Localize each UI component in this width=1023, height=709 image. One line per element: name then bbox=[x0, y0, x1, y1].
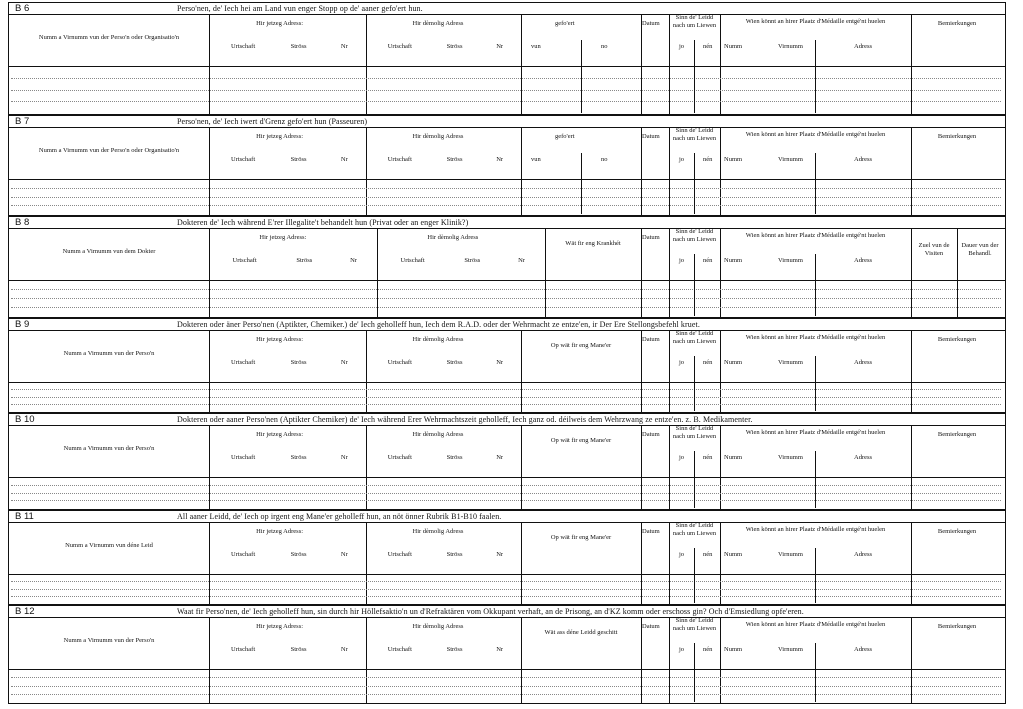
former-place-label: Urtschaft bbox=[387, 359, 412, 366]
former-place-label: Urtschaft bbox=[387, 646, 412, 653]
section-code: B 6 bbox=[15, 3, 30, 14]
current-nr-label: Nr bbox=[340, 646, 348, 653]
header-divider bbox=[9, 66, 1005, 67]
column-divider bbox=[669, 228, 670, 317]
date-column-header: Datum bbox=[642, 431, 660, 438]
column-divider bbox=[911, 425, 912, 509]
current-address-header: Hir jetzeg Adress: bbox=[256, 623, 304, 630]
column-divider bbox=[366, 522, 367, 604]
medal-name-label: Numm bbox=[724, 257, 743, 264]
medal-firstname-label: Virnumm bbox=[778, 257, 803, 264]
section-title: Perso'nen, de' Iech iwert d'Grenz gefo'ert hun (Passeuren) bbox=[177, 117, 368, 126]
alive-yes-label: jo bbox=[679, 646, 685, 653]
alive-column-header: Sinn de' Leidd nach um Liewen bbox=[672, 330, 717, 345]
entry-row-line[interactable] bbox=[11, 686, 1001, 687]
former-address-header: Hir dèmolig Adress bbox=[427, 234, 479, 241]
column-divider bbox=[521, 127, 522, 215]
mid-to-label: no bbox=[601, 43, 608, 50]
column-divider bbox=[720, 425, 721, 509]
alive-column-header: Sinn de' Leidd nach um Liewen bbox=[672, 14, 717, 29]
date-column-header: Datum bbox=[642, 336, 660, 343]
section-b11 bbox=[8, 510, 1006, 605]
column-divider bbox=[366, 14, 367, 114]
header-divider bbox=[9, 477, 1005, 478]
former-place-label: Urtschaft bbox=[387, 551, 412, 558]
former-nr-label: Nr bbox=[496, 43, 504, 50]
entry-row-line[interactable] bbox=[11, 78, 1001, 79]
column-divider bbox=[669, 14, 670, 114]
medal-address-label: Adress bbox=[854, 551, 873, 558]
medal-column-header: Wien könnt an hirer Plaatz d'Médaille entgé'nt huelen bbox=[745, 131, 886, 138]
section-code: B 11 bbox=[15, 511, 34, 522]
former-nr-label: Nr bbox=[496, 454, 504, 461]
medal-column-header: Wien könnt an hirer Plaatz d'Médaille entgé'nt huelen bbox=[745, 429, 886, 436]
header-divider bbox=[9, 574, 1005, 575]
medal-firstname-label: Virnumm bbox=[778, 646, 803, 653]
current-place-label: Urtschaft bbox=[230, 43, 256, 50]
former-street-label: Ströss bbox=[464, 257, 481, 264]
section-b10 bbox=[8, 413, 1006, 510]
alive-column-header: Sinn de' Leidd nach um Liewen bbox=[672, 522, 717, 537]
remarks-column-header: Bemierkungen bbox=[937, 336, 977, 343]
entry-row-line[interactable] bbox=[11, 589, 1001, 590]
alive-yes-label: jo bbox=[679, 359, 685, 366]
current-address-header: Hir jetzeg Adress: bbox=[256, 20, 304, 27]
mid-subdivider bbox=[581, 153, 582, 214]
current-address-header: Hir jetzeg Adress: bbox=[256, 336, 304, 343]
section-title: Perso'nen, de' Iech hei am Land vun enger Stopp op de' aaner gefo'ert hun. bbox=[177, 4, 423, 13]
mid-column-header: Wät ass déne Leidd geschitt bbox=[544, 629, 618, 636]
current-street-label: Ströss bbox=[290, 454, 307, 461]
alive-subdivider bbox=[694, 548, 695, 603]
column-divider bbox=[521, 14, 522, 114]
mid-column-header: Wät fir eng Krankhét bbox=[565, 240, 621, 247]
column-divider bbox=[209, 14, 210, 114]
section-title: Dokteren de' Iech während E'rer Illegalite't behandelt hun (Privat oder an enger Klinik?) bbox=[177, 218, 469, 227]
name-column-header: Numm a Virnumm vun dem Dokter bbox=[62, 248, 156, 255]
section-b12 bbox=[8, 605, 1006, 704]
column-divider bbox=[366, 330, 367, 412]
medal-subdivider bbox=[815, 643, 816, 702]
alive-no-label: nén bbox=[703, 257, 713, 264]
section-title: All aaner Leidd, de' Iech op irgent eng Mane'er geholleff hun, an nöt önner Rubrik B1-B10 faalen. bbox=[177, 512, 502, 521]
current-place-label: Urtschaft bbox=[230, 156, 256, 163]
form-page bbox=[8, 2, 1006, 704]
former-place-label: Urtschaft bbox=[387, 156, 412, 163]
column-divider bbox=[521, 425, 522, 509]
medal-subdivider bbox=[815, 40, 816, 113]
section-b8 bbox=[8, 216, 1006, 318]
medal-address-label: Adress bbox=[854, 646, 873, 653]
medal-name-label: Numm bbox=[724, 454, 743, 461]
former-street-label: Ströss bbox=[446, 646, 463, 653]
section-title: Dokteren oder äner Perso'nen (Aptikter, Chemiker.) de' Iech geholleff hun, Iech dem R.A.D. oder der Wehrmacht ze entze'en, ir Der Ere Stellongsbefehl kruet. bbox=[177, 320, 700, 329]
alive-no-label: nén bbox=[703, 646, 713, 653]
entry-row-line[interactable] bbox=[11, 694, 1001, 695]
current-place-label: Urtschaft bbox=[230, 454, 256, 461]
current-nr-label: Nr bbox=[340, 43, 348, 50]
current-address-header: Hir jetzeg Adress: bbox=[256, 133, 304, 140]
column-divider bbox=[669, 425, 670, 509]
column-divider bbox=[669, 617, 670, 703]
medal-subdivider bbox=[815, 254, 816, 316]
column-divider bbox=[911, 617, 912, 703]
section-table bbox=[9, 522, 1005, 604]
entry-row-line[interactable] bbox=[11, 298, 1001, 299]
medal-firstname-label: Virnumm bbox=[778, 43, 803, 50]
entry-row-line[interactable] bbox=[11, 404, 1001, 405]
section-code: B 8 bbox=[15, 217, 30, 228]
remarks-column-header: Bemierkungen bbox=[937, 20, 977, 27]
mid-from-label: vun bbox=[531, 156, 541, 163]
entry-row-line[interactable] bbox=[11, 90, 1001, 91]
current-street-label: Ströss bbox=[290, 551, 307, 558]
entry-row-line[interactable] bbox=[11, 485, 1001, 486]
medal-subdivider bbox=[815, 153, 816, 214]
medal-subdivider bbox=[815, 548, 816, 603]
medal-address-label: Adress bbox=[854, 156, 873, 163]
medal-column-header: Wien könnt an hirer Plaatz d'Médaille entgé'nt huelen bbox=[745, 334, 886, 341]
name-column-header: Numm a Virnumm vun der Perso'n bbox=[63, 637, 155, 644]
medal-address-label: Adress bbox=[854, 454, 873, 461]
section-table bbox=[9, 14, 1005, 114]
former-address-header: Hir dèmolig Adress bbox=[412, 623, 464, 630]
header-divider bbox=[9, 669, 1005, 670]
alive-subdivider bbox=[694, 356, 695, 411]
column-divider bbox=[669, 127, 670, 215]
column-divider bbox=[720, 617, 721, 703]
current-street-label: Ströss bbox=[290, 156, 307, 163]
remarks-column-header: Bemierkungen bbox=[937, 431, 977, 438]
section-b6 bbox=[8, 2, 1006, 115]
name-column-header: Numm a Virnumm vun der Perso'n bbox=[63, 445, 155, 452]
column-divider bbox=[911, 330, 912, 412]
alive-yes-label: jo bbox=[679, 551, 685, 558]
current-nr-label: Nr bbox=[340, 454, 348, 461]
entry-row-line[interactable] bbox=[11, 205, 1001, 206]
alive-no-label: nén bbox=[703, 43, 713, 50]
medal-address-label: Adress bbox=[854, 257, 873, 264]
column-divider bbox=[209, 425, 210, 509]
column-divider bbox=[911, 14, 912, 114]
entry-row-line[interactable] bbox=[11, 397, 1001, 398]
column-divider bbox=[209, 617, 210, 703]
section-b7 bbox=[8, 115, 1006, 216]
column-divider bbox=[669, 330, 670, 412]
medal-name-label: Numm bbox=[724, 646, 743, 653]
former-address-header: Hir dèmolig Adress bbox=[412, 336, 464, 343]
column-divider bbox=[521, 522, 522, 604]
section-code: B 10 bbox=[15, 414, 35, 425]
medal-firstname-label: Virnumm bbox=[778, 359, 803, 366]
alive-yes-label: jo bbox=[679, 257, 685, 264]
header-divider bbox=[9, 280, 1005, 281]
column-divider bbox=[545, 228, 546, 317]
column-divider bbox=[521, 617, 522, 703]
former-nr-label: Nr bbox=[496, 646, 504, 653]
entry-row-line[interactable] bbox=[11, 307, 1001, 308]
alive-yes-label: jo bbox=[679, 454, 685, 461]
column-divider bbox=[209, 330, 210, 412]
column-divider bbox=[720, 14, 721, 114]
visits-column-header: Zuel vun de Visiten bbox=[918, 242, 950, 257]
medal-subdivider bbox=[815, 451, 816, 508]
former-place-label: Urtschaft bbox=[387, 454, 412, 461]
section-code: B 7 bbox=[15, 116, 30, 127]
date-column-header: Datum bbox=[642, 528, 660, 535]
medal-name-label: Numm bbox=[724, 156, 743, 163]
entry-row-line[interactable] bbox=[11, 389, 1001, 390]
section-table bbox=[9, 617, 1005, 703]
alive-column-header: Sinn de' Leidd nach um Liewen bbox=[672, 617, 717, 632]
column-divider bbox=[366, 425, 367, 509]
alive-column-header: Sinn de' Leidd nach um Liewen bbox=[672, 425, 717, 440]
column-divider bbox=[669, 522, 670, 604]
entry-row-line[interactable] bbox=[11, 500, 1001, 501]
medal-column-header: Wien könnt an hirer Plaatz d'Médaille entgé'nt huelen bbox=[745, 232, 886, 239]
former-place-label: Urtschaft bbox=[387, 43, 412, 50]
section-table bbox=[9, 425, 1005, 509]
former-street-label: Ströss bbox=[446, 156, 463, 163]
column-divider bbox=[911, 127, 912, 215]
mid-column-header: Op wät fir eng Mane'er bbox=[550, 534, 612, 541]
section-code: B 9 bbox=[15, 319, 30, 330]
column-divider bbox=[209, 228, 210, 317]
alive-subdivider bbox=[694, 254, 695, 316]
current-nr-label: Nr bbox=[340, 359, 348, 366]
medal-subdivider bbox=[815, 356, 816, 411]
alive-column-header: Sinn de' Leidd nach um Liewen bbox=[672, 127, 717, 142]
name-column-header: Numm a Virnumm vun déne Leid bbox=[65, 542, 153, 549]
former-address-header: Hir dèmolig Adress bbox=[412, 133, 464, 140]
medal-firstname-label: Virnumm bbox=[778, 454, 803, 461]
medal-name-label: Numm bbox=[724, 43, 743, 50]
section-title: Dokteren oder aaner Perso'nen (Aptikter Chemiker) de' Iech während Erer Wehrmachtszeit geholleff, Iech ganz od. déilweis dem Wehrzwang ze entze'en. z. B. Medikamenter. bbox=[177, 415, 753, 424]
medal-firstname-label: Virnumm bbox=[778, 551, 803, 558]
former-street-label: Ströss bbox=[446, 551, 463, 558]
name-column-header: Numm a Virnumm vun der Perso'n bbox=[63, 350, 155, 357]
medal-column-header: Wien könnt an hirer Plaatz d'Médaille entgé'nt huelen bbox=[745, 18, 886, 25]
section-table bbox=[9, 127, 1005, 215]
remarks-column-header: Bemierkungen bbox=[937, 133, 977, 140]
column-divider bbox=[209, 522, 210, 604]
column-divider bbox=[366, 617, 367, 703]
current-address-header: Hir jetzeg Adress: bbox=[256, 431, 304, 438]
alive-no-label: nén bbox=[703, 156, 713, 163]
column-divider bbox=[720, 228, 721, 317]
column-divider bbox=[209, 127, 210, 215]
former-address-header: Hir dèmolig Adress bbox=[412, 20, 464, 27]
column-divider bbox=[521, 330, 522, 412]
mid-subdivider bbox=[581, 40, 582, 113]
column-divider bbox=[366, 127, 367, 215]
alive-subdivider bbox=[694, 643, 695, 702]
current-street-label: Ströss bbox=[290, 43, 307, 50]
current-nr-label: Nr bbox=[340, 551, 348, 558]
section-table bbox=[9, 330, 1005, 412]
alive-no-label: nén bbox=[703, 454, 713, 461]
current-place-label: Urtschaft bbox=[230, 359, 256, 366]
current-place-label: Urtschaft bbox=[230, 646, 256, 653]
section-title: Waat fir Perso'nen, de' Iech geholleff hun, sin durch hir Höllefsaktio'n un d'Refraktären vom Okkupant verhaft, an de Prisong, an d'KZ komm oder erschoss gin? Och d'Emsiedlung opfe'eren. bbox=[177, 607, 804, 616]
mid-column-header: Op wät fir eng Mane'er bbox=[550, 342, 612, 349]
entry-row-line[interactable] bbox=[11, 596, 1001, 597]
former-nr-label: Nr bbox=[496, 156, 504, 163]
entry-row-line[interactable] bbox=[11, 493, 1001, 494]
alive-no-label: nén bbox=[703, 359, 713, 366]
former-address-header: Hir dèmolig Adress bbox=[412, 431, 464, 438]
alive-subdivider bbox=[694, 40, 695, 113]
column-divider bbox=[720, 127, 721, 215]
date-column-header: Datum bbox=[642, 20, 660, 27]
alive-yes-label: jo bbox=[679, 43, 685, 50]
current-address-header: Hir jetzeg Adress: bbox=[259, 234, 307, 241]
section-table bbox=[9, 228, 1005, 317]
column-divider bbox=[641, 14, 642, 114]
current-street-label: Ströss bbox=[296, 257, 313, 264]
mid-column-header: gefo'ert bbox=[555, 133, 575, 140]
current-place-label: Urtschaft bbox=[232, 257, 257, 264]
entry-row-line[interactable] bbox=[11, 677, 1001, 678]
alive-subdivider bbox=[694, 451, 695, 508]
treatment-duration-header: Dauer vun der Behandl. bbox=[961, 242, 999, 257]
alive-subdivider bbox=[694, 153, 695, 214]
former-nr-label: Nr bbox=[518, 257, 525, 264]
former-place-label: Urtschaft bbox=[400, 257, 425, 264]
medal-column-header: Wien könnt an hirer Plaatz d'Médaille entgé'nt huelen bbox=[745, 526, 886, 533]
column-divider bbox=[911, 228, 912, 317]
section-b9 bbox=[8, 318, 1006, 413]
alive-yes-label: jo bbox=[679, 156, 685, 163]
medal-column-header: Wien könnt an hirer Plaatz d'Médaille entgé'nt huelen bbox=[745, 621, 886, 628]
former-address-header: Hir dèmolig Adress bbox=[412, 528, 464, 535]
header-divider bbox=[9, 382, 1005, 383]
remarks-column-header: Bemierkungen bbox=[937, 623, 977, 630]
former-street-label: Ströss bbox=[446, 43, 463, 50]
column-divider bbox=[957, 228, 958, 317]
name-column-header: Numm a Virnumm vun der Perso'n oder Organisatio'n bbox=[38, 147, 180, 154]
mid-column-header: gefo'ert bbox=[555, 20, 575, 27]
mid-to-label: no bbox=[601, 156, 608, 163]
entry-row-line[interactable] bbox=[11, 581, 1001, 582]
current-address-header: Hir jetzeg Adress: bbox=[256, 528, 304, 535]
date-column-header: Datum bbox=[642, 133, 660, 140]
current-street-label: Ströss bbox=[290, 359, 307, 366]
medal-firstname-label: Virnumm bbox=[778, 156, 803, 163]
entry-row-line[interactable] bbox=[11, 188, 1001, 189]
date-column-header: Datum bbox=[642, 623, 660, 630]
current-place-label: Urtschaft bbox=[230, 551, 256, 558]
former-street-label: Ströss bbox=[446, 359, 463, 366]
current-nr-label: Nr bbox=[350, 257, 357, 264]
medal-name-label: Numm bbox=[724, 551, 743, 558]
former-nr-label: Nr bbox=[496, 551, 504, 558]
mid-from-label: vun bbox=[531, 43, 541, 50]
medal-address-label: Adress bbox=[854, 43, 873, 50]
alive-column-header: Sinn de' Leidd nach um Liewen bbox=[672, 228, 717, 243]
name-column-header: Numm a Virnumm vun der Perso'n oder Organisatio'n bbox=[38, 34, 180, 41]
entry-row-line[interactable] bbox=[11, 289, 1001, 290]
current-street-label: Ströss bbox=[290, 646, 307, 653]
column-divider bbox=[720, 330, 721, 412]
remarks-column-header: Bemierkungen bbox=[937, 528, 977, 535]
entry-row-line[interactable] bbox=[11, 101, 1001, 102]
medal-address-label: Adress bbox=[854, 359, 873, 366]
date-column-header: Datum bbox=[642, 234, 660, 241]
medal-name-label: Numm bbox=[724, 359, 743, 366]
mid-column-header: Op wät fir eng Mane'er bbox=[550, 437, 612, 444]
former-street-label: Ströss bbox=[446, 454, 463, 461]
former-nr-label: Nr bbox=[496, 359, 504, 366]
section-code: B 12 bbox=[15, 606, 35, 617]
header-divider bbox=[9, 179, 1005, 180]
column-divider bbox=[377, 228, 378, 317]
entry-row-line[interactable] bbox=[11, 197, 1001, 198]
column-divider bbox=[911, 522, 912, 604]
current-nr-label: Nr bbox=[340, 156, 348, 163]
column-divider bbox=[720, 522, 721, 604]
alive-no-label: nén bbox=[703, 551, 713, 558]
